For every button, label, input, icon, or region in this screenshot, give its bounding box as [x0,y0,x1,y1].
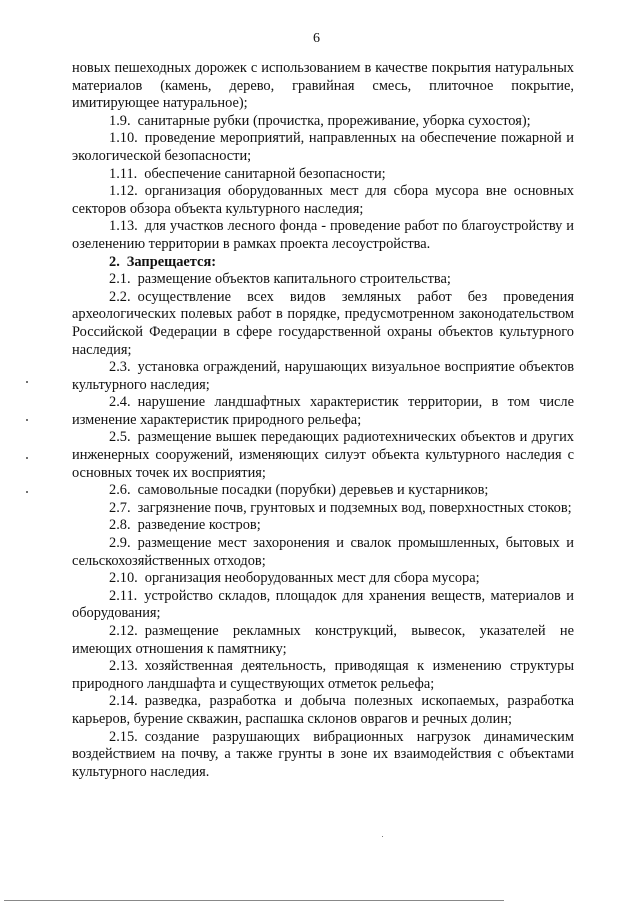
list-item-2-8 [72,517,574,535]
item-text: организация оборудованных мест для сбора мусора вне основных секторов обзора объекта культурного наследия; [72,183,574,217]
paragraph-text: новых пешеходных дорожек с использованием в качестве покрытия натуральных материалов (камень, дерево, гравийная смесь, плиточное покрытие, имитирующее натуральное); [72,60,574,112]
list-item-2-3 [72,359,574,394]
item-number: 2.12. [109,623,138,639]
item-number: 2.1. [109,271,131,288]
item-number: 2.3. [109,359,131,376]
list-item-2-1 [72,271,574,289]
document-body [72,60,574,781]
list-item-2-14 [72,693,574,728]
section-title: Запрещается: [126,253,217,270]
scan-mark [26,491,28,493]
item-text: нарушение ландшафтных характеристик территории, в том числе изменение характеристик природного рельефа; [72,394,574,428]
list-item-2-12 [72,623,574,658]
item-number: 2.4. [109,394,131,411]
list-item-2-7 [72,500,574,518]
item-number: 1.13. [109,218,138,235]
item-text: хозяйственная деятельность, приводящая к изменению структуры природного ландшафта и существующих отметок рельефа; [72,658,574,692]
list-item-1-9 [72,113,574,131]
item-text: размещение вышек передающих радиотехнических объектов и других инженерных сооружений, изменяющих силуэт объекта культурного наследия с основных точек их восприятия; [72,429,574,481]
item-text: установка ограждений, нарушающих визуальное восприятие объектов культурного наследия; [72,359,574,393]
item-text: загрязнение почв, грунтовых и подземных вод, поверхностных стоков; [137,499,572,516]
item-number: 2.5. [109,429,131,446]
item-text: проведение мероприятий, направленных на обеспечение пожарной и экологической безопасности; [72,130,574,164]
item-number: 2.9. [109,535,131,552]
item-number: 2.6. [109,482,131,499]
list-item-1-12 [72,183,574,218]
item-text: самовольные посадки (порубки) деревьев и кустарников; [137,482,489,499]
item-number: 2.11. [109,587,138,604]
item-number: 2.2. [109,288,131,305]
item-number: 1.12. [109,183,138,200]
section-heading-2 [72,254,574,272]
scan-speck [382,836,383,837]
scan-mark [26,419,28,421]
item-text: размещение мест захоронения и свалок промышленных, бытовых и сельскохозяйственных отходов; [72,535,574,569]
list-item-1-13 [72,218,574,253]
item-number: 1.11. [109,165,138,182]
item-number: 1.9. [109,112,131,129]
item-text: размещение объектов капитального строительства; [137,271,451,288]
list-item-2-5 [72,429,574,482]
list-item-1-10 [72,130,574,165]
list-item-2-2 [72,289,574,359]
list-item-2-13 [72,658,574,693]
scan-edge-line [4,900,504,901]
item-text: устройство складов, площадок для хранения веществ, материалов и оборудования; [72,587,574,622]
item-text: для участков лесного фонда - проведение работ по благоустройству и озеленению территории в рамках проекта лесоустройства. [72,218,574,252]
item-text: осуществление всех видов земляных работ без проведения археологических полевых работ в порядке, предусмотренном законодательством Российской Федерации в сфере государственной охраны объектов культурного наследия; [72,288,574,358]
page-number: 6 [313,31,320,46]
item-number: 2.13. [109,658,138,675]
list-item-2-9 [72,535,574,570]
paragraph-continuation [72,60,574,113]
list-item-2-10 [72,570,574,588]
item-number: 2.15. [109,728,138,745]
item-number: 2.14. [109,693,138,710]
list-item-2-15 [72,729,574,782]
item-text: разведка, разработка и добыча полезных ископаемых, разработка карьеров, бурение скважин, распашка склонов оврагов и речных долин; [72,693,574,727]
scan-mark [26,381,28,383]
list-item-2-11 [72,588,574,623]
list-item-2-6 [72,482,574,500]
item-text: разведение костров; [137,517,261,534]
list-item-2-4 [72,394,574,429]
item-number: 2.8. [109,517,131,534]
list-item-1-11 [72,166,574,184]
item-text: санитарные рубки (прочистка, прореживание, уборка сухостоя); [137,112,531,129]
item-number: 2.7. [109,499,131,516]
item-number: 1.10. [109,130,138,147]
item-text: создание разрушающих вибрационных нагрузок динамическим воздействием на почву, а также грунты в зоне их взаимодействия с объектами культурного наследия. [72,728,574,780]
section-number: 2. [109,253,120,270]
item-number: 2.10. [109,570,138,587]
scan-mark [26,457,28,459]
item-text: обеспечение санитарной безопасности; [144,165,386,182]
item-text: размещение рекламных конструкций, вывесок, указателей не имеющих отношения к памятнику; [72,623,574,657]
item-text: организация необорудованных мест для сбора мусора; [144,570,480,587]
